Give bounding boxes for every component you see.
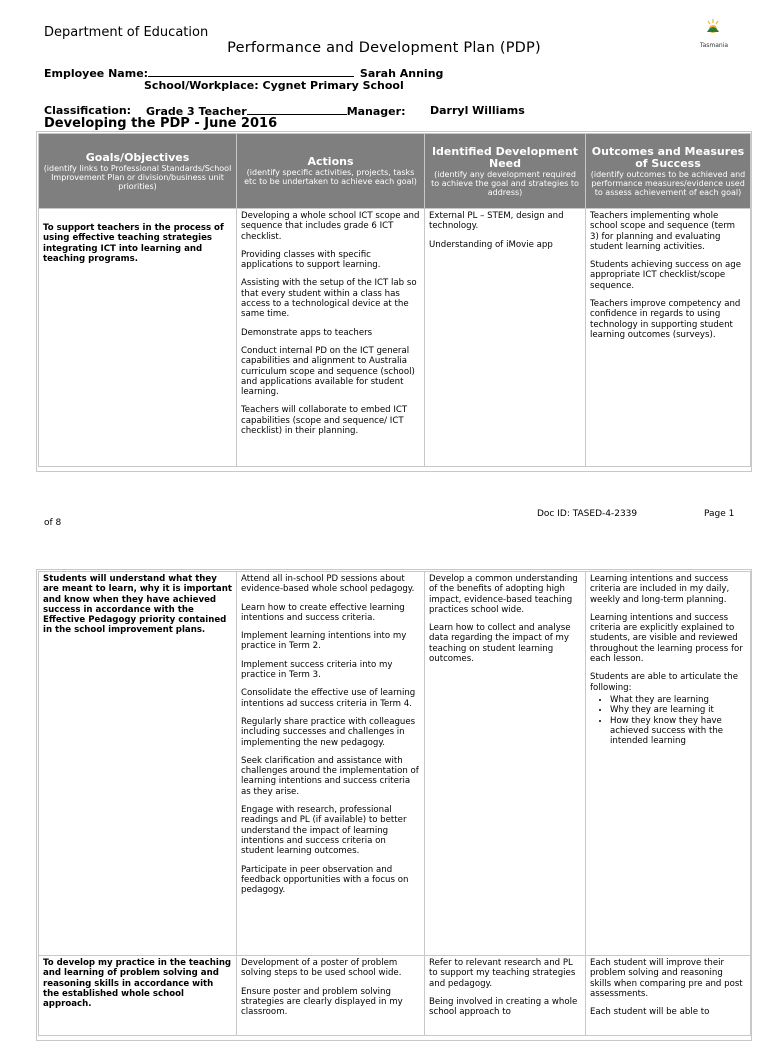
classification-label: Classification: [44,104,132,117]
development-need-cell: Develop a common understanding of the benefits of adopting high impact, evidence-based teaching practices school wide. Learn how to collect and analyse data regarding the impact of my teaching on student learning outcomes. [425,572,586,956]
school-value: Cygnet Primary School [262,79,404,92]
page-number: Page 1 [704,509,735,519]
table-row [39,572,751,956]
school-row [144,79,404,92]
page-total: of 8 [44,518,62,528]
employee-name-row [44,66,443,80]
manager-label: Manager: [346,105,406,118]
column-header-goals: Goals/Objectives (identify links to Professional Standards/School Improvement Plan or division/business unit priorities) [39,134,237,209]
goal-cell: To develop my practice in the teaching and learning of problem solving and reasoning skills in accordance with the established whole school approach. [39,956,237,1036]
manager-value: Darryl Williams [430,104,525,117]
pdp-table-page-2 [38,571,751,1036]
tasmania-logo [696,18,736,54]
outcomes-cell: Teachers implementing whole school scope and sequence (term 3) for planning and evaluating student learning activities. Students achieving success on age appropriate ICT checklist/scope sequence. Teachers improve competency and confidence in regards to using technology in supporting student learning outcomes (surveys). [586,209,751,467]
column-header-development-need: Identified Development Need (identify any development required to achieve the goal and strategies to address) [425,134,586,209]
classification-line [247,104,347,115]
logo-text: Tasmania [699,42,729,49]
list-item: • Why they are learning it [610,705,746,715]
development-need-cell: Refer to relevant research and PL to support my teaching strategies and pedagogy. Being involved in creating a whole school approach to [425,956,586,1036]
section-title: Developing the PDP - June 2016 [44,116,278,131]
pdp-table-page-1 [38,133,751,467]
actions-cell: Attend all in-school PD sessions about evidence-based whole school pedagogy. Learn how to create effective learning intentions and success criteria. Implement learning intentions into my practice in Term 2. Implement success criteria into my practice in Term 3. Consolidate the effective use of learning intentions ad success criteria in Term 4. Regularly share practice with colleagues including successes and challenges in implementing the new pedagogy. Seek clarification and assistance with challenges around the implementation of learning intentions and success criteria as they arise. Engage with research, professional readings and PL (if available) to better understand the impact of learning intentions and success criteria on student learning outcomes. Participate in peer observation and feedback opportunities with a focus on pedagogy. [237,572,425,956]
outcomes-cell: Each student will improve their problem solving and reasoning skills when comparing pre and post assessments. Each student will be able to [586,956,751,1036]
doc-id: Doc ID: TASED-4-2339 [537,509,638,519]
employee-name-value: Sarah Anning [359,67,444,80]
employee-name-line [148,66,354,77]
actions-cell: Development of a poster of problem solving steps to be used school wide. Ensure poster and problem solving strategies are clearly displayed in my classroom. [237,956,425,1036]
outcome-bullet-list [590,695,746,746]
column-header-actions: Actions (identify specific activities, projects, tasks etc to be undertaken to achieve each goal) [237,134,425,209]
page-title: Performance and Development Plan (PDP) [227,40,541,56]
school-label: School/Workplace: [144,79,259,92]
sun-logo-icon [704,18,722,36]
table-header-row [39,134,751,209]
list-item: • How they know they have achieved success with the intended learning [610,716,746,747]
list-item: • What they are learning [610,695,746,705]
table-row [39,209,751,467]
column-header-outcomes: Outcomes and Measures of Success (identify outcomes to be achieved and performance measures/evidence used to assess achievement of each goal) [586,134,751,209]
development-need-cell: External PL – STEM, design and technology. Understanding of iMovie app [425,209,586,467]
classification-value: Grade 3 Teacher [146,105,247,118]
goal-cell: Students will understand what they are meant to learn, why it is important and know when they have achieved success in accordance with the Effective Pedagogy priority contained in the school improvement plans. [39,572,237,956]
employee-name-label: Employee Name: [44,67,149,80]
department-name: Department of Education [44,25,209,40]
actions-cell: Developing a whole school ICT scope and sequence that includes grade 6 ICT checklist. Providing classes with specific applications to support learning. Assisting with the setup of the ICT lab so that every student within a class has access to a technological device at the same time. Demonstrate apps to teachers Conduct internal PD on the ICT general capabilities and alignment to Australia curriculum scope and sequence (school) and applications available for student learning. Teachers will collaborate to embed ICT capabilities (scope and sequence/ ICT checklist) in their planning. [237,209,425,467]
goal-cell: To support teachers in the process of using effective teaching strategies integrating ICT into learning and teaching programs. [39,209,237,467]
outcomes-cell: Learning intentions and success criteria are included in my daily, weekly and long-term planning. Learning intentions and success criteria are explicitly explained to students, are visible and reviewed throughout the learning process for each lesson. Students are able to articulate the following: • What they are learning • Why they are learning it • How they know they have achieved success with the intended learning [586,572,751,956]
